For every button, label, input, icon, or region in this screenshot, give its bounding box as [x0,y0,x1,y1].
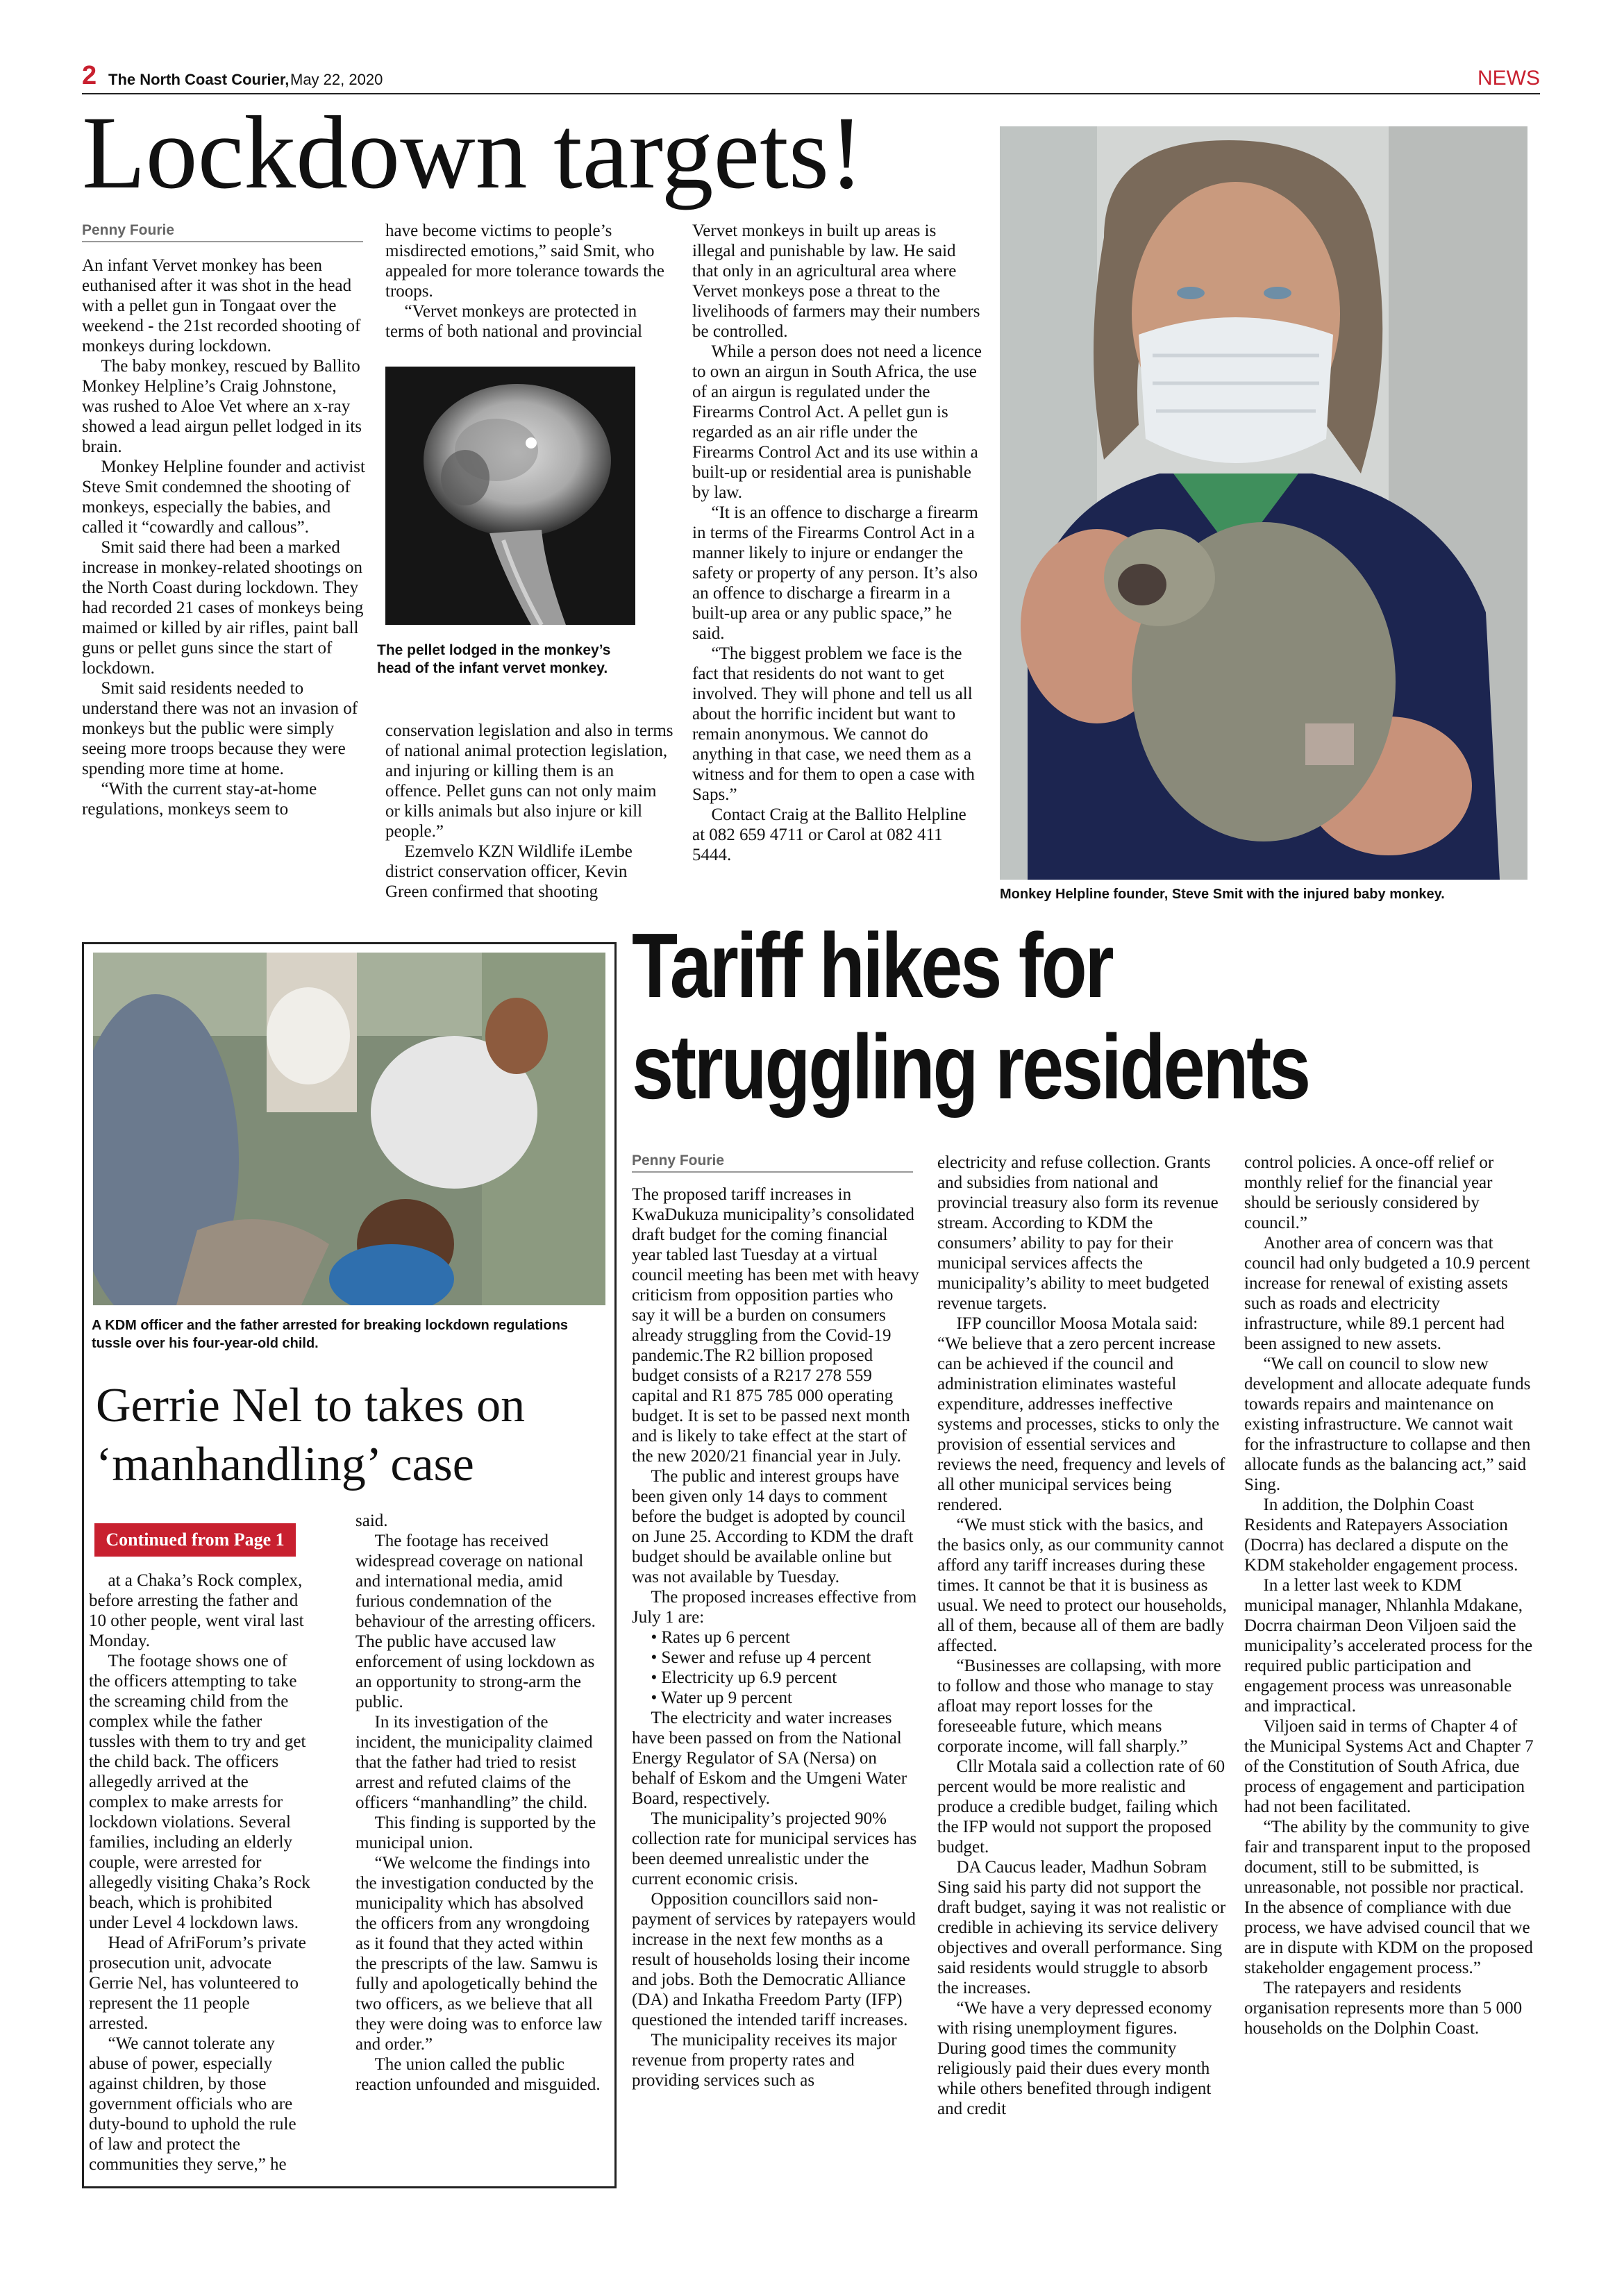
story1-column-1 [82,255,367,819]
paragraph: The proposed tariff increases in KwaDukuza municipality’s consolidated draft budget for the coming financial year tabled last Tuesday at a virtual council meeting has been met with heavy criticism from opposition parties who say it will be a burden on consumers already struggling from the Covid-19 pandemic.The R2 billion proposed budget consists of a R217 278 559 capital and R1 875 785 000 operating budget. It is set to be passed next month and is likely to take effect at the start of the new 2020/21 financial year in July. [632,1185,919,1466]
story1-column-2-bottom [385,721,673,902]
paragraph: “We must stick with the basics, and the basics only, as our community cannot afford any tariff increases during these times. It cannot be that it is business as usual. We need to protect our households, all of them, because all of them are badly affected. [937,1516,1227,1655]
photo-illustration [93,953,605,1305]
paragraph: The baby monkey, rescued by Ballito Monkey Helpline’s Craig Johnstone, was rushed to Aloe Vet where an x-ray showed a lead airgun pellet lodged in its brain. [82,357,362,456]
paragraph: The municipality receives its major revenue from property rates and providing services such as [632,2031,897,2090]
paragraph: The municipality’s projected 90% collection rate for municipal services has been deemed unrealistic under the current economic crisis. [632,1809,917,1888]
xray-caption: The pellet lodged in the monkey’s head of the infant vervet monkey. [377,642,611,676]
steve-smit-caption: Monkey Helpline founder, Steve Smit with the injured baby monkey. [1000,887,1445,902]
xray-photo [385,367,635,625]
page-number: 2 [82,61,97,90]
paragraph: In addition, the Dolphin Coast Residents and Ratepayers Association (Docrra) has declared a dispute on the KDM stakeholder engagement process. [1244,1495,1518,1575]
story3-column-3 [1244,1153,1534,2038]
paragraph: An infant Vervet monkey has been euthanised after it was shot in the head with a pellet gun in Tongaat over the weekend - the 21st recorded shooting of monkeys during lockdown. [82,256,361,355]
paper-name: The North Coast Courier, [108,71,290,88]
folio-bar [82,61,1540,94]
paragraph: control policies. A once-off relief or monthly relief for the financial year should be seriously considered by council.” [1244,1153,1494,1232]
paragraph: In a letter last week to KDM municipal manager, Nhlanhla Mdakane, Docrra chairman Deon Viljoen said the municipality’s accelerated process for the required public participation and engagement process was unreasonable and impractical. [1244,1576,1533,1716]
paragraph: The proposed increases effective from July 1 are: [632,1588,917,1627]
story2-column-2 [355,1511,607,2095]
paragraph: The ratepayers and residents organisation represents more than 5 000 households on the Dolphin Coast. [1244,1979,1523,2038]
paragraph: “We have a very depressed economy with rising unemployment figures. During good times the community religiously paid their dues every month while others benefited through indigent and credit [937,1999,1212,2118]
paragraph: Smit said residents needed to understand there was not an invasion of monkeys but the public were simply seeing more troops because they were spending more time at home. [82,679,358,778]
headline-line: Gerrie Nel to takes on [96,1379,526,1432]
story2-column-1 [89,1570,311,2175]
paragraph: conservation legislation and also in terms of national animal protection legislation, and injuring or killing them is an offence. Pellet guns can not only maim or kills animals but also injure or kill people.” [385,721,673,841]
header-rule [82,93,1540,94]
section-label: NEWS [1477,67,1540,90]
paragraph: Ezemvelo KZN Wildlife iLembe district conservation officer, Kevin Green confirmed that shooting [385,842,633,901]
story1-column-2-top [385,221,673,342]
byline-story3: Penny Fourie [632,1153,913,1173]
paragraph: Cllr Motala said a collection rate of 60 percent would be more realistic and produce a credible budget, failing which the IFP would not support the proposed budget. [937,1757,1225,1857]
story3-column-2 [937,1153,1228,2119]
paragraph: While a person does not need a licence to own an airgun in South Africa, the use of an airgun is regulated under the Firearms Control Act. A pellet gun is regarded as an air rifle under the Firearms Control Act and its use within a built-up or residential area is punishable by law. [692,342,982,502]
paragraph: electricity and refuse collection. Grants and subsidies from national and provincial treasury also form its revenue stream. According to KDM the consumers’ ability to pay for their municipal services affects the municipality’s ability to meet budgeted revenue targets. [937,1153,1219,1313]
photo-illustration [1000,126,1527,880]
bullet-item: • Sewer and refuse up 4 percent [651,1648,871,1667]
paragraph: “Businesses are collapsing, with more to follow and those who manage to stay afloat may report losses for the foreseeable future, which means corporate income, will fall sharply.” [937,1657,1221,1756]
paragraph: The footage has received widespread coverage on national and international media, amid furious condemnation of the behaviour of the arresting officers. The public have accused law enforcement of using lockdown as an opportunity to strong-arm the public. [355,1532,596,1711]
paragraph: “We welcome the findings into the investigation conducted by the municipality which has absolved the officers from any wrongdoing as it found that they acted within the prescripts of the law. Samwu is fully and apologetically behind the two officers, as we believe that all they were doing was to enforce law and order.” [355,1854,603,2054]
paragraph: Another area of concern was that council had only budgeted a 10.9 percent increase for renewal of existing assets such as roads and electricity infrastructure, while 89.1 percent had been assigned to new assets. [1244,1234,1530,1353]
paragraph: at a Chaka’s Rock complex, before arresting the father and 10 other people, went viral last Monday. [89,1571,304,1650]
paragraph: The electricity and water increases have been passed on from the National Energy Regulator of SA (Nersa) on behalf of Eskom and the Umgeni Water Board, respectively. [632,1709,907,1808]
story3-column-1 [632,1184,920,2090]
paragraph: Head of AfriForum’s private prosecution unit, advocate Gerrie Nel, has volunteered to represent the 11 people arrested. [89,1934,306,2033]
paragraph: said. [355,1511,388,1530]
headline-line: Tariff hikes for [632,914,1112,1016]
paragraph: Vervet monkeys in built up areas is illegal and punishable by law. He said that only in an agricultural area where Vervet monkeys pose a threat to the livelihoods of farmers may their numbers be controlled. [692,221,980,341]
xray-illustration [385,367,635,625]
paragraph: The union called the public reaction unfounded and misguided. [355,2055,601,2094]
paragraph: “We call on council to slow new development and allocate adequate funds towards repairs and maintenance on existing infrastructure. We cannot wait for the infrastructure to collapse and then allocate funds as the balancing act,” said Sing. [1244,1355,1531,1494]
headline-line: ‘manhandling’ case [96,1438,474,1491]
paragraph: “Vervet monkeys are protected in terms of both national and provincial [385,302,643,341]
bullet-item: • Water up 9 percent [651,1689,792,1707]
bullet-item: • Rates up 6 percent [651,1628,790,1647]
paragraph: Viljoen said in terms of Chapter 4 of the Municipal Systems Act and Chapter 7 of the Constitution of South Africa, due process of engagement and participation had not been facilitated. [1244,1717,1534,1816]
story1-column-3 [692,221,982,865]
paragraph: have become victims to people’s misdirected emotions,” said Smit, who appealed for more tolerance towards the troops. [385,221,664,301]
paragraph: “With the current stay-at-home regulations, monkeys seem to [82,780,317,819]
paragraph: Opposition councillors said non-payment of services by ratepayers would increase in the next few months as a result of households losing their income and jobs. Both the Democratic Alliance (DA) and Inkatha Freedom Party (IFP) questioned the intended tariff increases. [632,1890,916,2029]
paragraph: “The ability by the community to give fair and transparent input to the proposed document, still to be submitted, is unreasonable, not possible nor practical. In the absence of compliance with due process, we have advised council that we are in dispute with KDM on the proposed stakeholder engagement process.” [1244,1818,1533,1977]
paragraph: Smit said there had been a marked increase in monkey-related shootings on the North Coast during lockdown. They had recorded 21 cases of monkeys being maimed or killed by air rifles, paint ball guns or pellet guns since the start of lockdown. [82,538,364,678]
paragraph: This finding is supported by the municipal union. [355,1813,596,1852]
paragraph: In its investigation of the incident, the municipality claimed that the father had tried to resist arrest and refuted claims of the officers “manhandling” the child. [355,1713,593,1812]
steve-smit-photo [1000,126,1527,880]
paragraph: Contact Craig at the Ballito Helpline at 082 659 4711 or Carol at 082 411 5444. [692,805,966,864]
headline-gerrie-nel [96,1376,610,1494]
kdm-tussle-caption: A KDM officer and the father arrested for breaking lockdown regulations tussle over his four-year-old child. [92,1318,569,1351]
bullet-item: • Electricity up 6.9 percent [651,1668,837,1687]
byline-story1: Penny Fourie [82,222,363,242]
paragraph: “It is an offence to discharge a firearm in terms of the Firearms Control Act in a manner likely to injure or endanger the safety or property of any person. It’s also an offence to discharge a firearm in a built-up area or any public space,” he said. [692,503,978,643]
paragraph: IFP councillor Moosa Motala said: “We believe that a zero percent increase can be achieved if the council and administration eliminates wasteful expenditure, addresses ineffective systems and processes, sticks to only the provision of essential services and reviews the need, frequency and levels of all other municipal services being rendered. [937,1314,1225,1514]
kdm-tussle-photo [93,953,605,1305]
paragraph: Monkey Helpline founder and activist Steve Smit condemned the shooting of monkeys, especially the babies, and called it “cowardly and callous”. [82,458,365,537]
paragraph: “We cannot tolerate any abuse of power, especially against children, by those government officials who are duty-bound to uphold the rule of law and protect the communities they serve,” he [89,2034,296,2174]
paragraph: DA Caucus leader, Madhun Sobram Sing said his party did not support the draft budget, saying it was not realistic or credible in achieving its service delivery objectives and overall performance. Sing said residents would struggle to absorb the increases. [937,1858,1226,1997]
headline-lockdown: Lockdown targets! [82,95,864,210]
paragraph: “The biggest problem we face is the fact that residents do not want to get involved. They will phone and tell us all about the horrific incident but want to remain anonymous. We cannot do anything in that case, we need them as a witness and for them to open a case with Saps.” [692,644,975,804]
issue-date: May 22, 2020 [290,71,383,88]
paragraph: The public and interest groups have been given only 14 days to comment before the budget is adopted by council on June 25. According to KDM the draft budget should be available online but was not available by Tuesday. [632,1467,914,1586]
continued-from-page-badge[interactable]: Continued from Page 1 [94,1523,296,1557]
paragraph: The footage shows one of the officers attempting to take the screaming child from the complex while the father tussles with them to try and get the child back. The officers allegedly arrived at the complex to make arrests for lockdown violations. Several families, including an elderly couple, were arrested for allegedly visiting Chaka’s Rock beach, which is prohibited under Level 4 lockdown laws. [89,1652,310,1932]
headline-line: struggling residents [632,1016,1309,1118]
headline-tariff-hikes [632,915,1383,1118]
